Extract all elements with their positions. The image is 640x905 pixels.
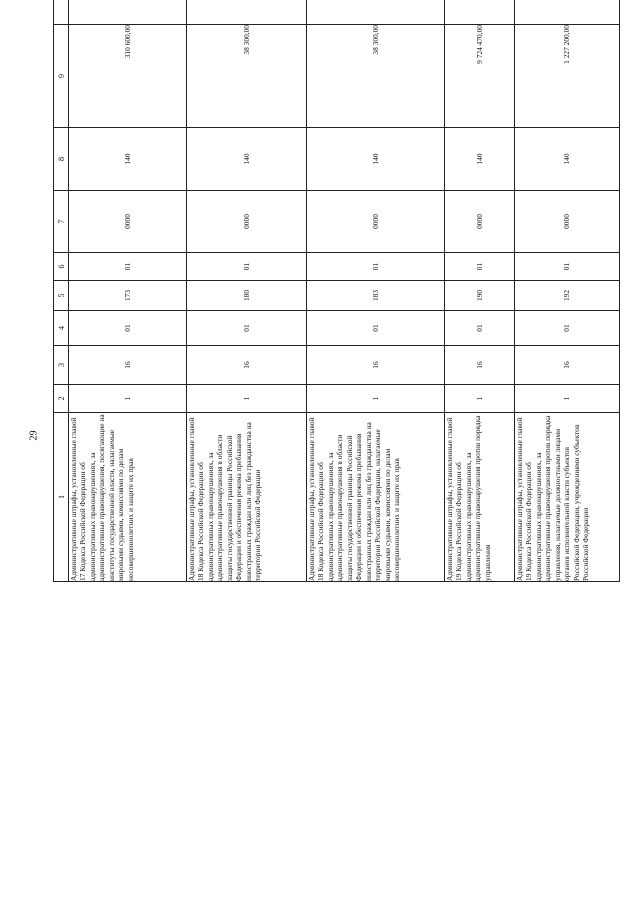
column-header-9: 9 (54, 25, 69, 128)
cell-col-2: 1 (187, 385, 307, 413)
cell-col-2: 1 (445, 385, 515, 413)
table-row (187, 0, 307, 582)
cell-col-9: 38 300,00 (307, 25, 445, 128)
cell-col-4: 01 (307, 311, 445, 346)
cell-col-4: 01 (187, 311, 307, 346)
column-header-4: 4 (54, 311, 69, 346)
cell-col-6: 01 (307, 253, 445, 281)
cell-col-5: 173 (69, 281, 187, 311)
cell-col-4: 01 (69, 311, 187, 346)
cell-col-6: 01 (445, 253, 515, 281)
column-header-8: 8 (54, 128, 69, 191)
row-description: Административные штрафы, установленные главой 17 Кодекса Российской Федерации об административных правонарушениях, за административные правонарушения, посягающие на институты государственной власти, налагаемые мировыми судьями, комиссиями по делам несовершеннолетних и защите их прав (69, 413, 187, 582)
budget-table (53, 0, 620, 582)
row-description: Административные штрафы, установленные главой 19 Кодекса Российской Федерации об административных правонарушениях, за административные правонарушения против порядка управления (445, 413, 515, 582)
cell-col-5: 190 (445, 281, 515, 311)
cell-col-7: 0000 (187, 191, 307, 253)
cell-col-9: 310 600,00 (69, 25, 187, 128)
cell-col-10 (445, 0, 515, 25)
column-header-10 (54, 0, 69, 25)
cell-col-9: 38 300,00 (187, 25, 307, 128)
column-header-6: 6 (54, 253, 69, 281)
cell-col-7: 0000 (445, 191, 515, 253)
row-description: Административные штрафы, установленные главой 19 Кодекса Российской Федерации об административных правонарушениях, за административные правонарушения против порядка управления, налагаемые должностными лицами органов исполнительной власти субъектов Российской Федерации, учреждениями субъектов Российской Федерации (515, 413, 620, 582)
cell-col-6: 01 (187, 253, 307, 281)
cell-col-10 (515, 0, 620, 25)
cell-col-10 (187, 0, 307, 25)
cell-col-3: 16 (69, 346, 187, 385)
table-row (515, 0, 620, 582)
header-row (54, 0, 69, 582)
cell-col-5: 183 (307, 281, 445, 311)
cell-col-4: 01 (445, 311, 515, 346)
cell-col-7: 0000 (307, 191, 445, 253)
table-row (307, 0, 445, 582)
column-header-3: 3 (54, 346, 69, 385)
cell-col-6: 01 (69, 253, 187, 281)
cell-col-10 (307, 0, 445, 25)
cell-col-5: 192 (515, 281, 620, 311)
cell-col-8: 140 (307, 128, 445, 191)
column-header-2: 2 (54, 385, 69, 413)
cell-col-7: 0000 (515, 191, 620, 253)
cell-col-5: 180 (187, 281, 307, 311)
cell-col-8: 140 (445, 128, 515, 191)
column-header-1: 1 (54, 413, 69, 582)
column-header-7: 7 (54, 191, 69, 253)
cell-col-2: 1 (307, 385, 445, 413)
cell-col-2: 1 (515, 385, 620, 413)
cell-col-8: 140 (187, 128, 307, 191)
table-row (69, 0, 187, 582)
table-row (445, 0, 515, 582)
rotated-table-container (53, 17, 618, 860)
cell-col-2: 1 (69, 385, 187, 413)
cell-col-6: 01 (515, 253, 620, 281)
cell-col-8: 140 (69, 128, 187, 191)
cell-col-4: 01 (515, 311, 620, 346)
cell-col-9: 9 724 470,00 (445, 25, 515, 128)
cell-col-3: 16 (187, 346, 307, 385)
column-header-5: 5 (54, 281, 69, 311)
cell-col-9: 1 227 200,00 (515, 25, 620, 128)
cell-col-10 (69, 0, 187, 25)
cell-col-3: 16 (445, 346, 515, 385)
row-description: Административные штрафы, установленные главой 18 Кодекса Российской Федерации об административных правонарушениях, за административные правонарушения в области защиты государственной границы Российской Федерации и обеспечения режима пребывания иностранных граждан или лиц без гражданства на территории Российской Федерации, налагаемые мировыми судьями, комиссиями по делам несовершеннолетних и защите их прав (307, 413, 445, 582)
cell-col-7: 0000 (69, 191, 187, 253)
cell-col-3: 16 (307, 346, 445, 385)
page-number: 29 (28, 430, 40, 441)
cell-col-3: 16 (515, 346, 620, 385)
cell-col-8: 140 (515, 128, 620, 191)
row-description: Административные штрафы, установленные главой 18 Кодекса Российской Федерации об административных правонарушениях, за административные правонарушения в области защиты государственной границы Российской Федерации и обеспечения режима пребывания иностранных граждан или лиц без гражданства на территории Российской Федерации (187, 413, 307, 582)
